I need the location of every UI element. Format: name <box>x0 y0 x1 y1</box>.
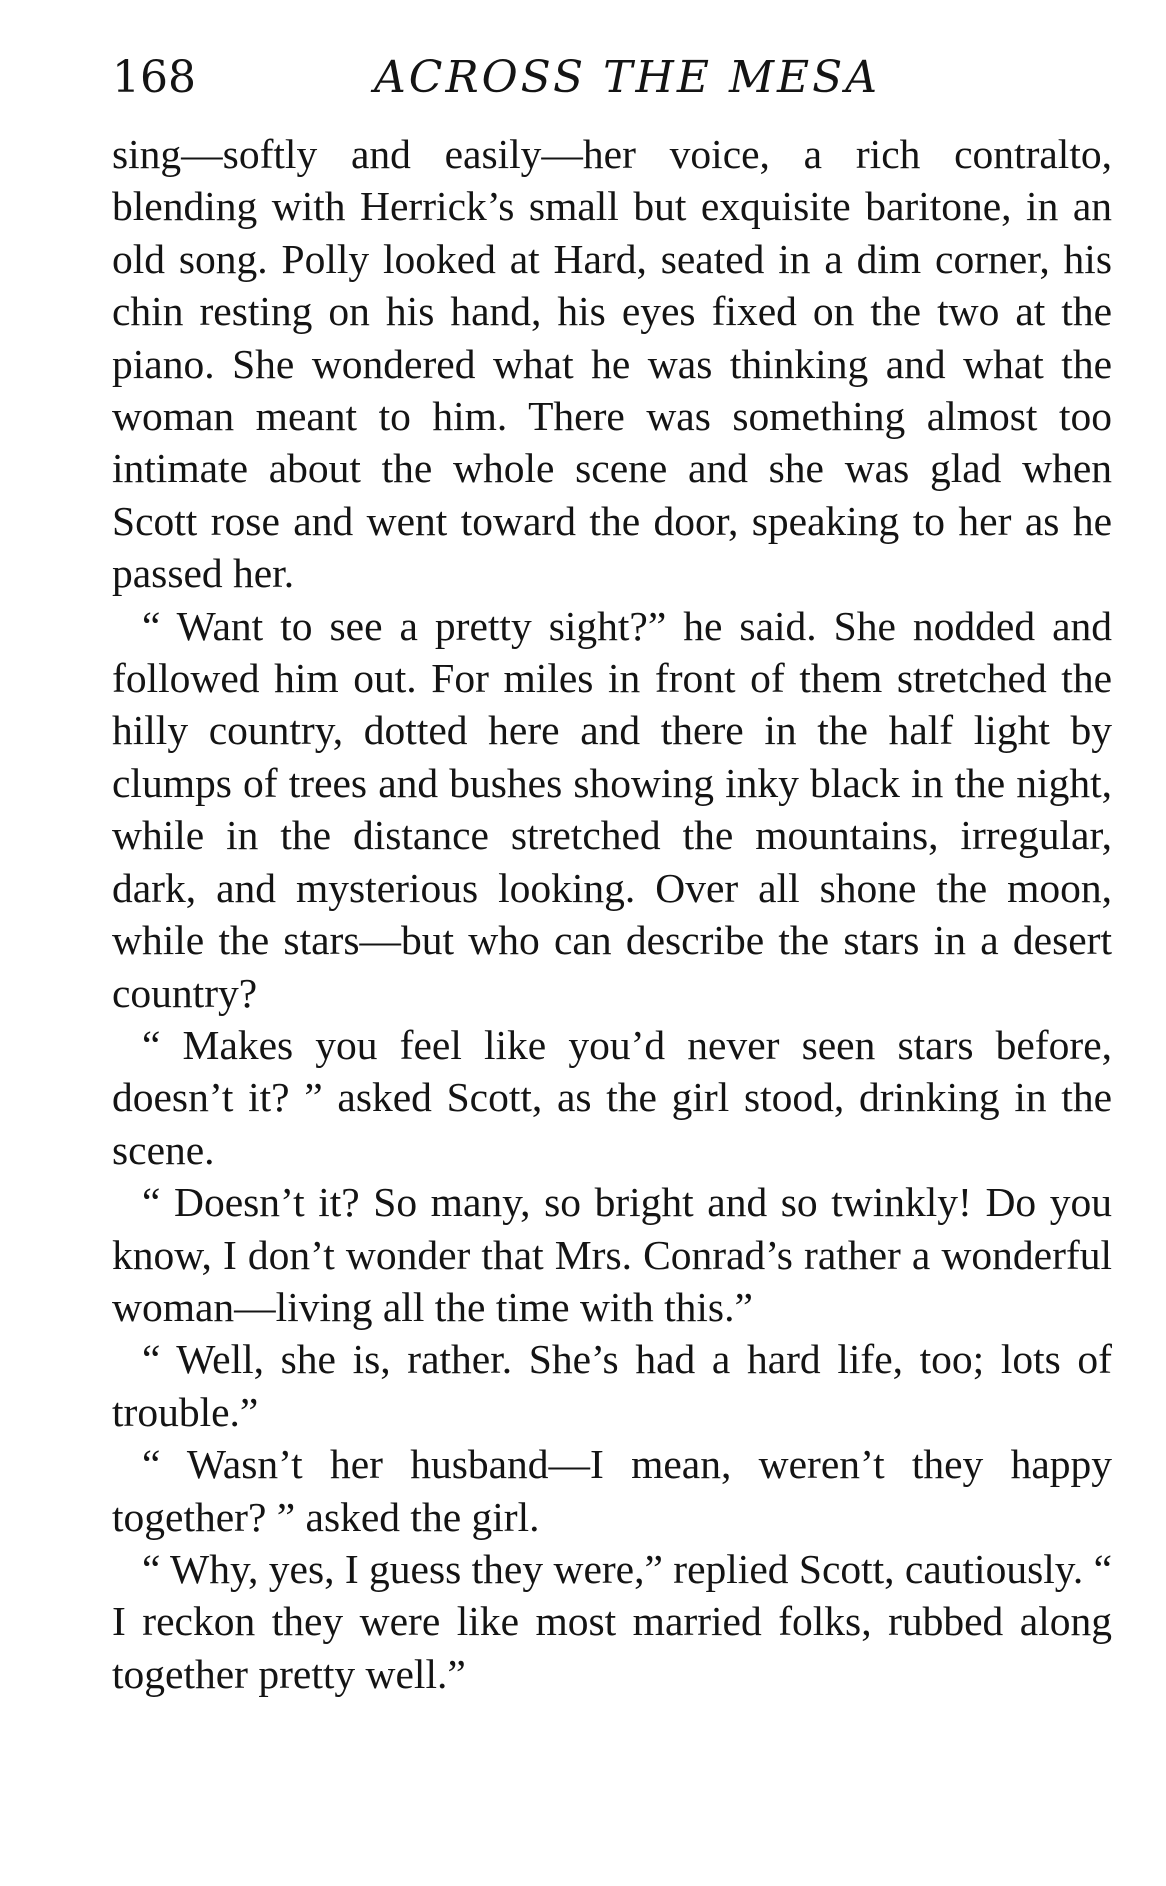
paragraph-married-folks: “ Why, yes, I guess they were,” replied Scott, cautiously. “ I reckon they were like most married folks, rubbed along together pretty well.” <box>112 1545 1112 1697</box>
running-head <box>112 48 1112 108</box>
paragraph-never-seen-stars: “ Makes you feel like you’d never seen stars before, doesn’t it? ” asked Scott, as the girl stood, drinking in the scene. <box>112 1021 1112 1173</box>
paragraph-pretty-sight: “ Want to see a pretty sight?” he said. She nodded and followed him out. For miles in front of them stretched the hilly country, dotted here and there in the half light by clumps of trees and bushes showing inky black in the night, while in the distance stretched the mountains, irregular, dark, and mysterious looking. Over all shone the moon, while the stars—but who can describe the stars in a desert country? <box>112 602 1112 1016</box>
running-title: ACROSS THE MESA <box>374 52 881 103</box>
page-number: 168 <box>112 52 196 103</box>
paragraph-hard-life: “ Well, she is, rather. She’s had a hard life, too; lots of trouble.” <box>112 1336 1112 1435</box>
paragraph-doesnt-it: “ Doesn’t it? So many, so bright and so twinkly! Do you know, I don’t wonder that Mrs. Conrad’s rather a wonderful woman—living all the time with this.” <box>112 1179 1112 1330</box>
body-text <box>112 128 1112 1700</box>
paragraph-piano-scene: sing—softly and easily—her voice, a rich contralto, blending with Herrick’s small but exquisite baritone, in an old song. Polly looked at Hard, seated in a dim corner, his chin resting on his hand, his eyes fixed on the two at the piano. She wondered what he was thinking and what the woman meant to him. There was something almost too intimate about the whole scene and she was glad when Scott rose and went toward the door, speaking to her as he passed her. <box>112 131 1112 597</box>
paragraph-husband-question: “ Wasn’t her husband—I mean, weren’t they happy together? ” asked the girl. <box>112 1441 1112 1540</box>
